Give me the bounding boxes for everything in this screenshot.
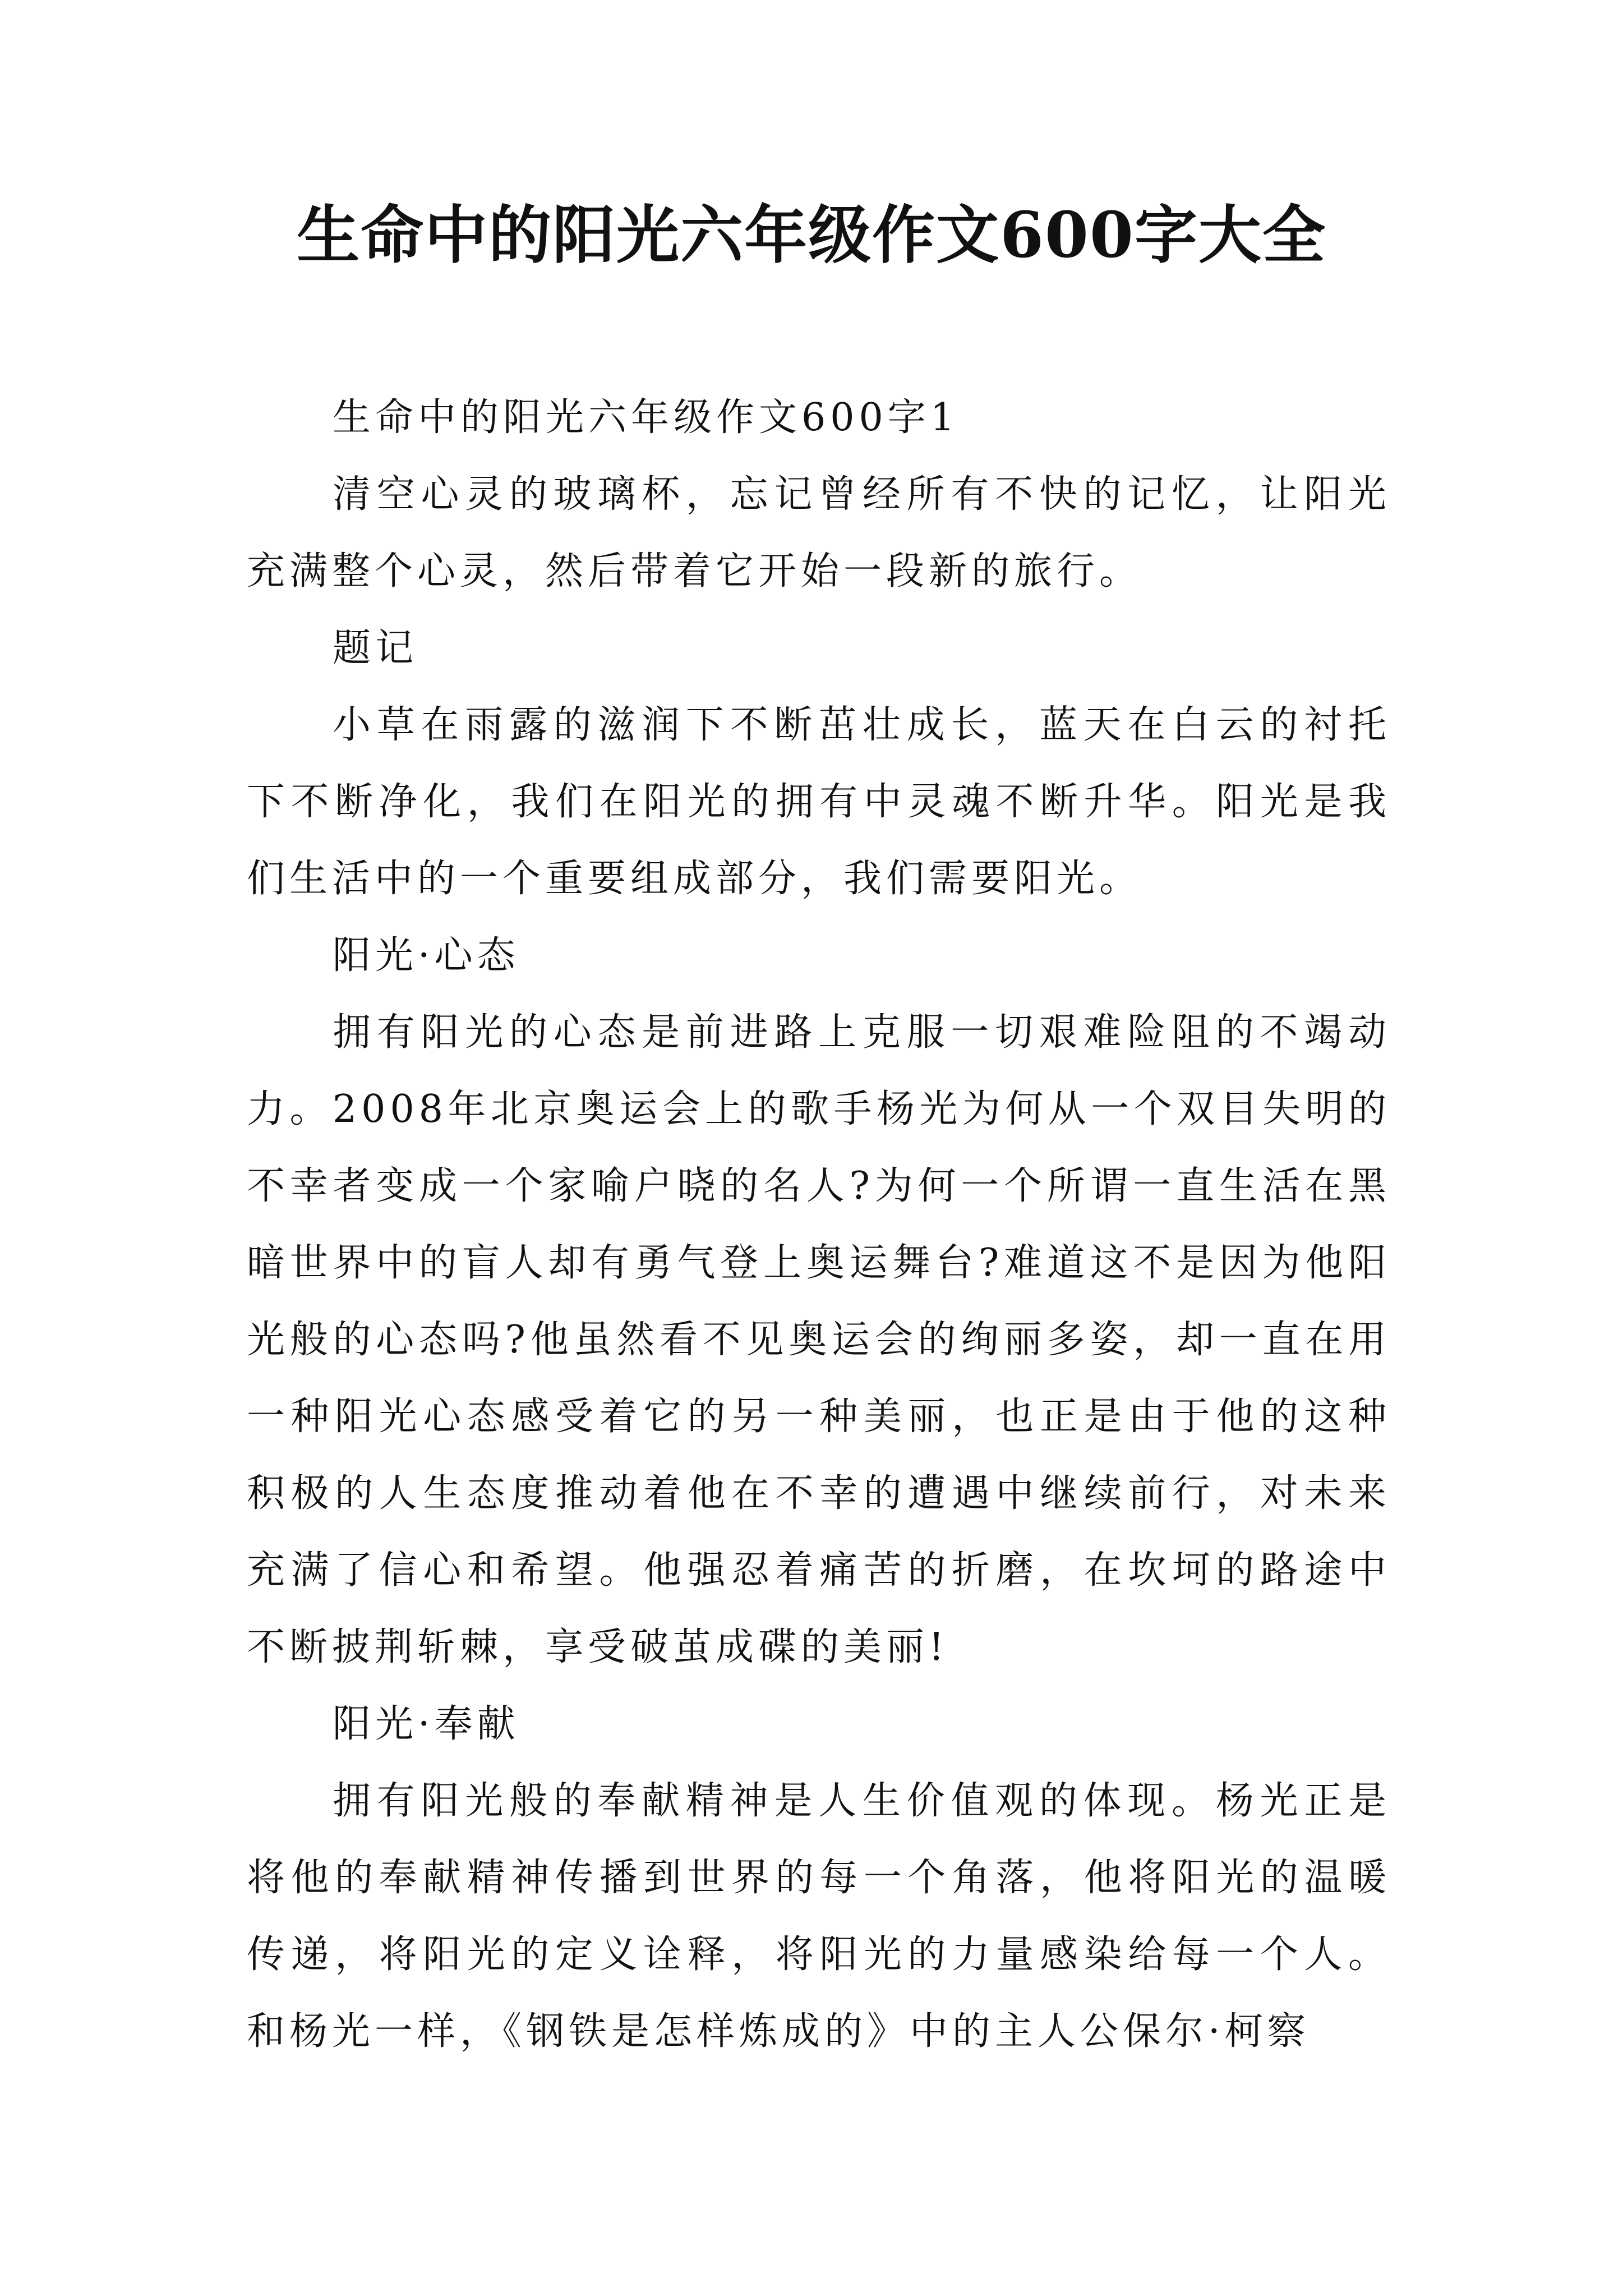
subheading-mindset: 阳光·心态 [333,933,520,978]
epigraph-label: 题记 [333,626,418,670]
paragraph-intro: 小草在雨露的滋润下不断茁壮成长，蓝天在白云的衬托下不断净化，我们在阳光的拥有中灵魂不断升华。阳光是我们生活中的一个重要组成部分，我们需要阳光。 [247,703,1391,901]
paragraph-mindset: 拥有阳光的心态是前进路上克服一切艰难险阻的不竭动力。2008年北京奥运会上的歌手杨光为何从一个双目失明的不幸者变成一个家喻户晓的名人?为何一个所谓一直生活在黑暗世界中的盲人却有勇气登上奥运舞台?难道这不是因为他阳光般的心态吗?他虽然看不见奥运会的绚丽多姿，却一直在用一种阳光心态感受着它的另一种美丽，也正是由于他的这种积极的人生态度推动着他在不幸的遭遇中继续前行，对未来充满了信心和希望。他强忍着痛苦的折磨，在坎坷的路途中不断披荆斩棘，享受破茧成碟的美丽! [247,1010,1391,1669]
paragraph-dedication: 拥有阳光般的奉献精神是人生价值观的体现。杨光正是将他的奉献精神传播到世界的每一个角落，他将阳光的温暖传递，将阳光的定义诠释，将阳光的力量感染给每一个人。和杨光一样，《钢铁是怎样炼成的》中的主人公保尔·柯察 [247,1779,1391,2054]
document-title: 生命中的阳光六年级作文600字大全 [297,199,1326,272]
paragraph-epigraph: 清空心灵的玻璃杯，忘记曾经所有不快的记忆，让阳光充满整个心灵，然后带着它开始一段新的旅行。 [247,472,1391,593]
subheading-dedication: 阳光·奉献 [333,1702,520,1746]
section-heading-essay-1: 生命中的阳光六年级作文600字1 [333,395,960,440]
document-body [247,379,1391,2070]
